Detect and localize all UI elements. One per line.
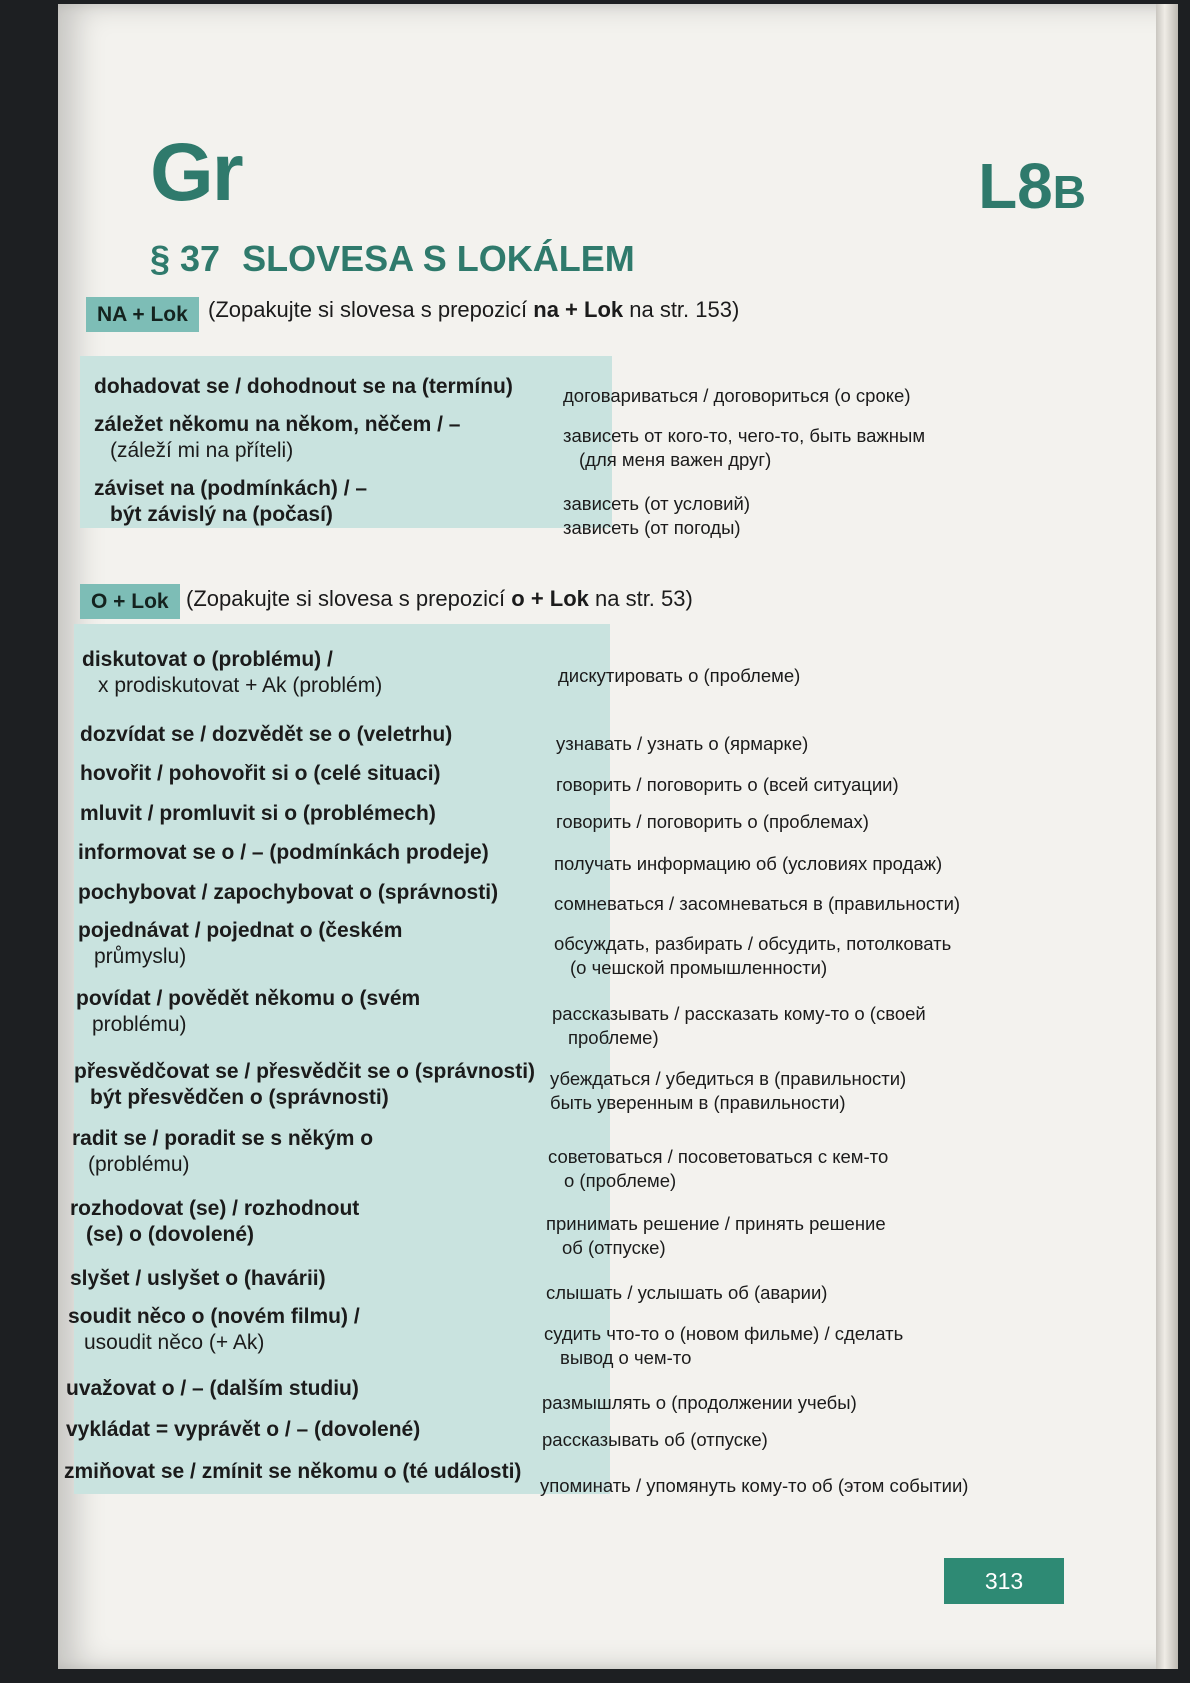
o-lok-note	[186, 588, 693, 610]
ru-line: размышлять о (продолжении учебы)	[542, 1392, 857, 1413]
o-entry-cz	[72, 1126, 373, 1177]
na-lok-note	[208, 299, 739, 321]
cz-line: záležet někomu na někom, něčem / –	[94, 413, 461, 436]
cz-line: slyšet / uslyšet o (havárii)	[70, 1267, 326, 1290]
o-entry-cz	[66, 1376, 359, 1402]
ru-line: о (проблеме)	[564, 1169, 677, 1191]
cz-line: hovořit / pohovořit si o (celé situaci)	[80, 762, 441, 785]
o-entry-ru	[546, 1212, 886, 1259]
lesson-label	[978, 150, 1086, 222]
cz-line: usoudit něco (+ Ak)	[84, 1330, 265, 1354]
cz-line: x prodiskutovat + Ak (problém)	[98, 673, 383, 697]
ru-line: зависеть (от погоды)	[563, 516, 741, 538]
o-entry-ru	[554, 852, 942, 876]
ru-line: принимать решение / принять решение	[546, 1213, 886, 1234]
ru-line: (о чешской промышленности)	[570, 956, 828, 978]
o-entry-ru	[542, 1428, 768, 1452]
section-title-text: SLOVESA S LOKÁLEM	[242, 238, 635, 279]
ru-line: получать информацию об (условиях продаж)	[554, 853, 943, 874]
ru-line: (для меня важен друг)	[579, 448, 772, 470]
ru-line: договариваться / договориться (о сроке)	[563, 385, 911, 406]
o-entry-cz	[78, 840, 489, 866]
ru-line: вывод о чем-то	[560, 1346, 692, 1368]
page-number: 313	[944, 1558, 1064, 1604]
na-entry-cz	[94, 476, 367, 527]
na-entry-ru	[563, 424, 925, 471]
o-entry-cz	[80, 722, 452, 748]
na-entry-ru	[563, 384, 910, 408]
na-lok-note-bold: na + Lok	[533, 297, 624, 322]
cz-line: soudit něco o (novém filmu) /	[68, 1305, 360, 1328]
na-entry-ru	[563, 492, 750, 539]
o-entry-ru	[544, 1322, 903, 1369]
cz-line: pochybovat / zapochybovat o (správnosti)	[78, 881, 499, 904]
o-entry-cz	[78, 918, 402, 969]
o-entry-ru	[548, 1145, 888, 1192]
o-entry-cz	[80, 761, 441, 787]
o-entry-ru	[558, 664, 800, 688]
cz-line: záviset na (podmínkách) / –	[94, 477, 368, 500]
o-lok-badge: O + Lok	[80, 584, 180, 619]
cz-line: průmyslu)	[94, 944, 187, 968]
ru-line: обсуждать, разбирать / обсудить, потолковать	[554, 933, 952, 954]
o-entry-ru	[546, 1281, 827, 1305]
o-entry-cz	[64, 1459, 521, 1485]
ru-line: дискутировать о (проблеме)	[558, 665, 801, 686]
cz-line: vykládat = vyprávět o / – (dovolené)	[66, 1418, 421, 1441]
cz-line: (problému)	[88, 1152, 190, 1176]
section-title	[150, 238, 635, 279]
cz-line: rozhodovat (se) / rozhodnout	[70, 1197, 360, 1220]
cz-line: povídat / povědět někomu o (svém	[76, 987, 421, 1010]
cz-line: dozvídat se / dozvědět se o (veletrhu)	[80, 723, 453, 746]
lesson-letter: B	[1052, 166, 1086, 218]
ru-line: судить что-то о (новом фильме) / сделать	[544, 1323, 904, 1344]
cz-line: být přesvědčen o (správnosti)	[90, 1085, 389, 1109]
ru-line: слышать / услышать об (аварии)	[546, 1282, 828, 1303]
o-entry-ru	[554, 932, 951, 979]
grammar-heading: Gr	[150, 127, 242, 218]
ru-line: советоваться / посоветоваться с кем-то	[548, 1146, 889, 1167]
na-lok-badge: NA + Lok	[86, 297, 199, 332]
o-entry-ru	[552, 1002, 926, 1049]
na-lok-note-post: na str. 153)	[623, 297, 740, 322]
ru-line: проблеме)	[568, 1026, 659, 1048]
cz-line: (záleží mi na příteli)	[110, 438, 294, 462]
o-entry-ru	[542, 1391, 857, 1415]
section-number: § 37	[150, 238, 221, 279]
o-entry-cz	[74, 1059, 535, 1110]
ru-line: убеждаться / убедиться в (правильности)	[550, 1068, 907, 1089]
ru-line: говорить / поговорить о (проблемах)	[556, 811, 869, 832]
o-entry-cz	[78, 880, 498, 906]
o-entry-ru	[556, 810, 869, 834]
ru-line: зависеть от кого-то, чего-то, быть важным	[563, 425, 926, 446]
o-entry-cz	[70, 1196, 359, 1247]
cz-line: diskutovat o (problému) /	[82, 648, 333, 671]
ru-line: рассказывать / рассказать кому-то о (своей	[552, 1003, 926, 1024]
o-lok-note-bold: o + Lok	[511, 586, 589, 611]
book-spine	[1156, 4, 1178, 1669]
cz-line: (se) o (dovolené)	[86, 1222, 255, 1246]
o-entry-ru	[554, 892, 960, 916]
ru-line: быть уверенным в (правильности)	[550, 1091, 846, 1113]
cz-line: uvažovat o / – (dalším studiu)	[66, 1377, 359, 1400]
ru-line: об (отпуске)	[562, 1236, 666, 1258]
cz-line: informovat se o / – (podmínkách prodeje)	[78, 841, 489, 864]
o-entry-ru	[550, 1067, 906, 1114]
ru-line: говорить / поговорить о (всей ситуации)	[556, 774, 899, 795]
cz-line: zmiňovat se / zmínit se někomu o (té události)	[64, 1460, 522, 1483]
na-lok-note-pre: (Zopakujte si slovesa s prepozicí	[208, 297, 534, 322]
ru-line: зависеть (от условий)	[563, 493, 751, 514]
o-entry-ru	[556, 732, 808, 756]
o-entry-cz	[66, 1417, 420, 1443]
o-lok-note-post: na str. 53)	[588, 586, 693, 611]
ru-line: узнавать / узнать о (ярмарке)	[556, 733, 809, 754]
na-entry-cz	[94, 412, 460, 463]
cz-line: přesvědčovat se / přesvědčit se o (správnosti)	[74, 1060, 536, 1083]
o-entry-cz	[70, 1266, 326, 1292]
cz-line: být závislý na (počasí)	[110, 502, 333, 526]
textbook-page	[58, 4, 1178, 1669]
lesson-number: L8	[978, 150, 1053, 222]
ru-line: упоминать / упомянуть кому-то об (этом событии)	[540, 1475, 969, 1496]
cz-line: dohadovat se / dohodnout se na (termínu)	[94, 375, 513, 398]
o-entry-cz	[80, 801, 436, 827]
o-entry-ru	[556, 773, 899, 797]
o-entry-cz	[82, 647, 382, 698]
cz-line: radit se / poradit se s někým o	[72, 1127, 374, 1150]
na-entry-cz	[94, 374, 513, 400]
cz-line: problému)	[92, 1012, 187, 1036]
ru-line: рассказывать об (отпуске)	[542, 1429, 768, 1450]
o-entry-cz	[68, 1304, 360, 1355]
o-lok-note-pre: (Zopakujte si slovesa s prepozicí	[186, 586, 512, 611]
cz-line: pojednávat / pojednat o (českém	[78, 919, 403, 942]
ru-line: сомневаться / засомневаться в (правильности)	[554, 893, 961, 914]
cz-line: mluvit / promluvit si o (problémech)	[80, 802, 436, 825]
o-entry-cz	[76, 986, 420, 1037]
o-entry-ru	[540, 1474, 968, 1498]
